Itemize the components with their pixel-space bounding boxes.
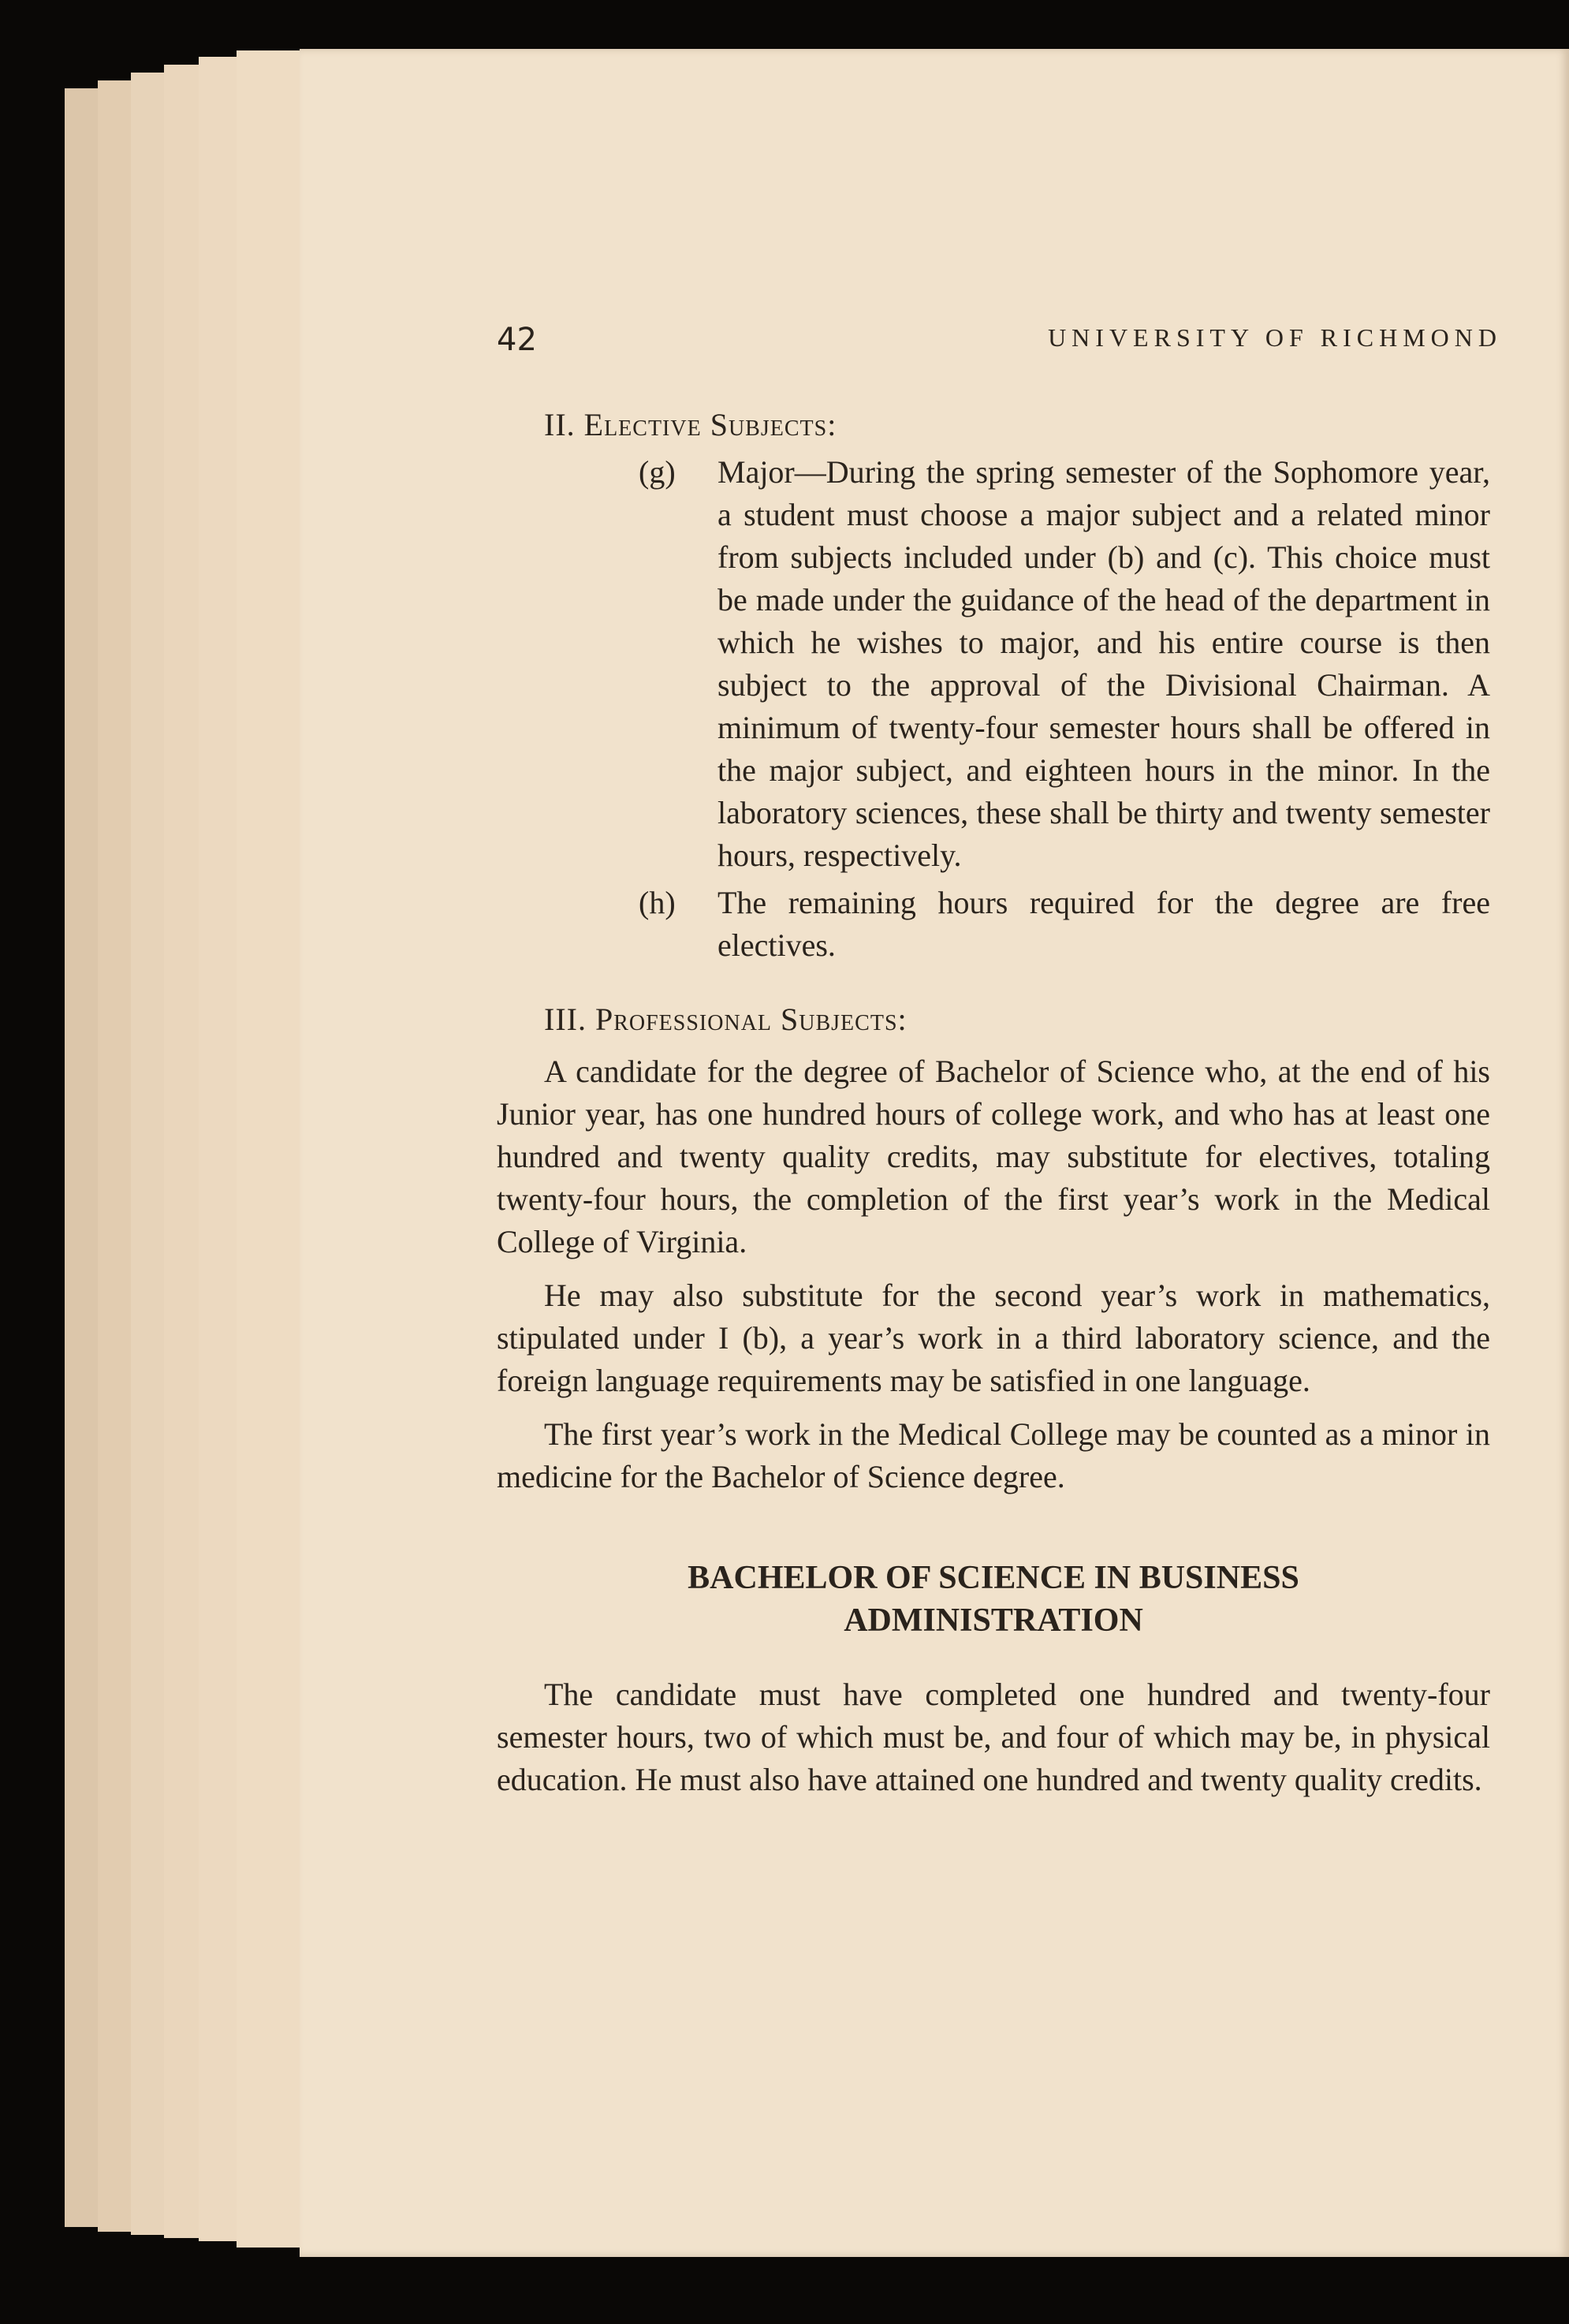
section-numeral: II.	[544, 407, 576, 442]
section-heading-professional	[544, 998, 1490, 1041]
paragraph: The candidate must have completed one hundred and twenty-four semester hours, two of which must be, and four of which may be, in physical education. He must also have attained one hundred and twenty quality credits.	[497, 1677, 1490, 1797]
section-title: Elective Subjects:	[583, 407, 837, 442]
item-label: (h)	[639, 885, 676, 920]
section-heading-business	[497, 1557, 1490, 1642]
heading-line: BACHELOR OF SCIENCE IN BUSINESS	[688, 1560, 1299, 1596]
list-item-g	[497, 451, 1490, 877]
page-number: 42	[497, 322, 537, 358]
page-edge	[237, 50, 308, 2248]
header-title: UNIVERSITY OF RICHMOND	[1048, 323, 1502, 352]
running-header	[300, 322, 1569, 369]
item-label: (g)	[639, 454, 676, 490]
page-content	[497, 404, 1490, 1812]
section-title: Professional Subjects:	[594, 1002, 907, 1037]
paragraph: He may also substitute for the second year’s work in mathematics, stipulated under I (b), a year’s work in a third laboratory science, and the foreign language requirements may be satisfied in one language.	[497, 1278, 1490, 1398]
section-heading-elective	[544, 404, 1490, 446]
heading-line: ADMINISTRATION	[844, 1602, 1143, 1639]
page	[300, 49, 1569, 2257]
paragraph: The first year’s work in the Medical College may be counted as a minor in medicine for the Bachelor of Science degree.	[497, 1416, 1490, 1494]
section-numeral: III.	[544, 1002, 587, 1037]
paragraph: A candidate for the degree of Bachelor of Science who, at the end of his Junior year, has one hundred hours of college work, and who has at least one hundred and twenty quality credits, may substitute for electives, totaling twenty-four hours, the completion of the first year’s work in the Medical College of Virginia.	[497, 1054, 1490, 1259]
item-text: Major—During the spring semester of the Sophomore year, a student must choose a major subject and a related minor from subjects included under (b) and (c). This choice must be made under the guidance of the head of the department in which he wishes to major, and his entire course is then subject to the approval of the Divisional Chairman. A minimum of twenty-four semester hours shall be offered in the major subject, and eighteen hours in the minor. In the laboratory sciences, these shall be thirty and twenty semester hours, respectively.	[717, 454, 1490, 873]
item-text: The remaining hours required for the degree are free electives.	[717, 885, 1490, 963]
list-item-h	[497, 882, 1490, 967]
